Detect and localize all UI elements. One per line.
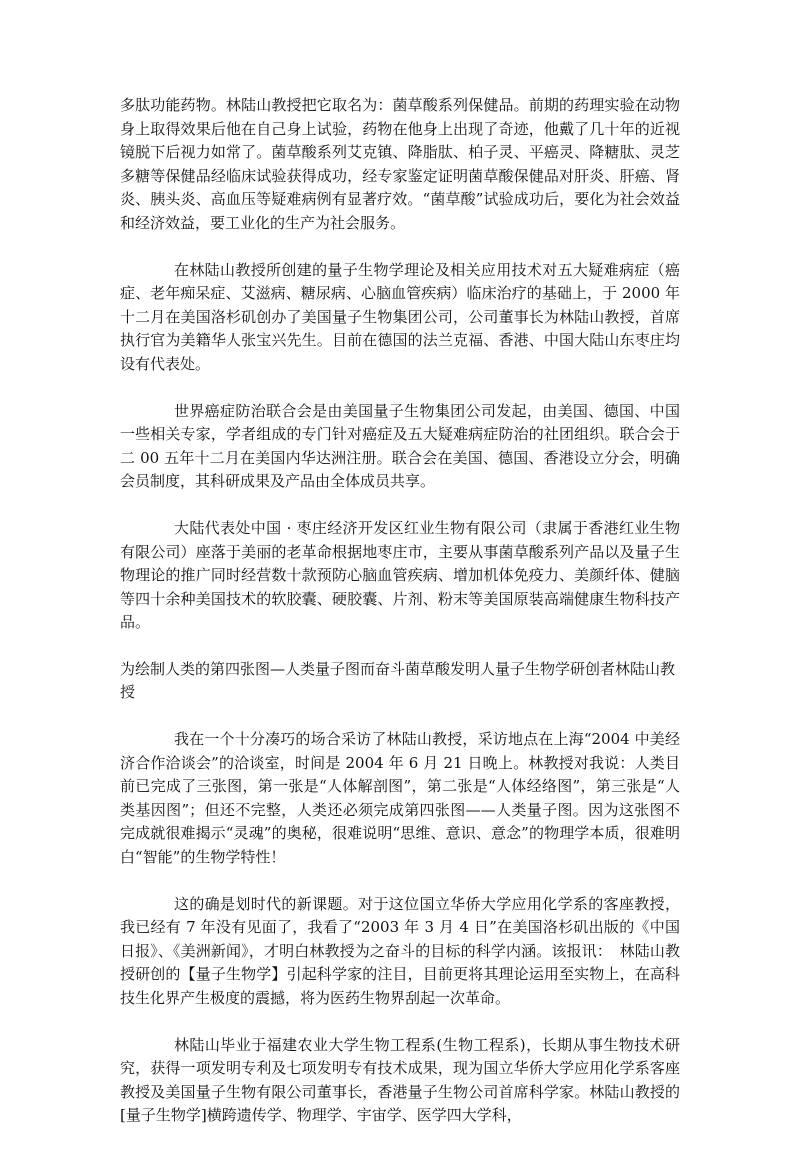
paragraph-2: 在林陆山教授所创建的量子生物学理论及相关应用技术对五大疑难病症（癌症、老年痴呆症、艾滋病、糖尿病、心脑血管疾病）临床治疗的基础上，于 2000 年十二月在美国洛杉矶创办了美国量子生物集团公司，公司董事长为林陆山教授，首席执行官为美籍华人张宝兴先生。目前在德国的法兰克福、香港、中国大陆山东枣庄均设有代表处。 [120, 260, 680, 373]
paragraph-5: 我在一个十分凑巧的场合采访了林陆山教授，采访地点在上海“2004 中美经济合作洽谈会”的洽谈室，时间是 2004 年 6 月 21 日晚上。林教授对我说：人类目前已完成了三张图，第一张是“人体解剖图”，第二张是“人体经络图”，第三张是“人类基因图”；但还不完整，人类还必须完成第四张图——人类量子图。因为这张图不完成就很难揭示“灵魂”的奥秘，很难说明“思维、意识、意念”的物理学本质，很难明白“智能”的生物学特性！ [120, 730, 680, 867]
paragraph-1: 多肽功能药物。林陆山教授把它取名为：菌草酸系列保健品。前期的药理实验在动物身上取得效果后他在自己身上试验，药物在他身上出现了奇迹，他戴了几十年的近视镜脱下后视力如常了。菌草酸系列艾克镇、降脂肽、柏子灵、平癌灵、降糖肽、灵芝多糖等保健品经临床试验获得成功，经专家鉴定证明菌草酸保健品对肝炎、肝癌、肾炎、胰头炎、高血压等疑难病例有显著疗效。“菌草酸”试验成功后，要化为社会效益和经济效益，要工业化的生产为社会服务。 [120, 96, 680, 232]
paragraph-7: 林陆山毕业于福建农业大学生物工程系(生物工程系)，长期从事生物技术研究，获得一项发明专利及七项发明专有技术成果，现为国立华侨大学应用化学系客座教授及美国量子生物有限公司董事长，香港量子生物公司首席科学家。林陆山教授的[量子生物学]横跨遗传学、物理学、宇宙学、医学四大学科， [120, 1035, 680, 1125]
section-heading: 为绘制人类的第四张图—人类量子图而奋斗菌草酸发明人量子生物学研创者林陆山教授 [120, 659, 676, 702]
paragraph-4: 大陆代表处中国 · 枣庄经济开发区红业生物有限公司（隶属于香港红业生物有限公司）座落于美丽的老革命根据地枣庄市，主要从事菌草酸系列产品以及量子生物理论的推广同时经营数十款预防心脑血管疾病、增加机体免疫力、美颜纤体、健脑等四十余种美国技术的软胶囊、硬胶囊、片剂、粉末等美国原装高端健康生物科技产品。 [120, 518, 680, 632]
document-page [120, 94, 680, 1151]
paragraph-6: 这的确是划时代的新课题。对于这位国立华侨大学应用化学系的客座教授，我已经有 7 年没有见面了，我看了“2003 年 3 月 4 日”在美国洛杉矶出版的《中国日报》、《美洲新闻》，才明白林教授为之奋斗的目标的科学内涵。该报讯： 林陆山教授研创的【量子生物学】引起科学家的注目，目前更将其理论运用至实物上，在高科技生化界产生极度的震撼，将为医药生物界刮起一次革命。 [120, 894, 680, 1007]
paragraph-3: 世界癌症防治联合会是由美国量子生物集团公司发起，由美国、德国、中国一些相关专家，学者组成的专门针对癌症及五大疑难病症防治的社团组织。联合会于二 00 五年十二月在美国内华达洲注册。联合会在美国、德国、香港设立分会，明确会员制度，其科研成果及产品由全体成员共享。 [120, 401, 680, 491]
